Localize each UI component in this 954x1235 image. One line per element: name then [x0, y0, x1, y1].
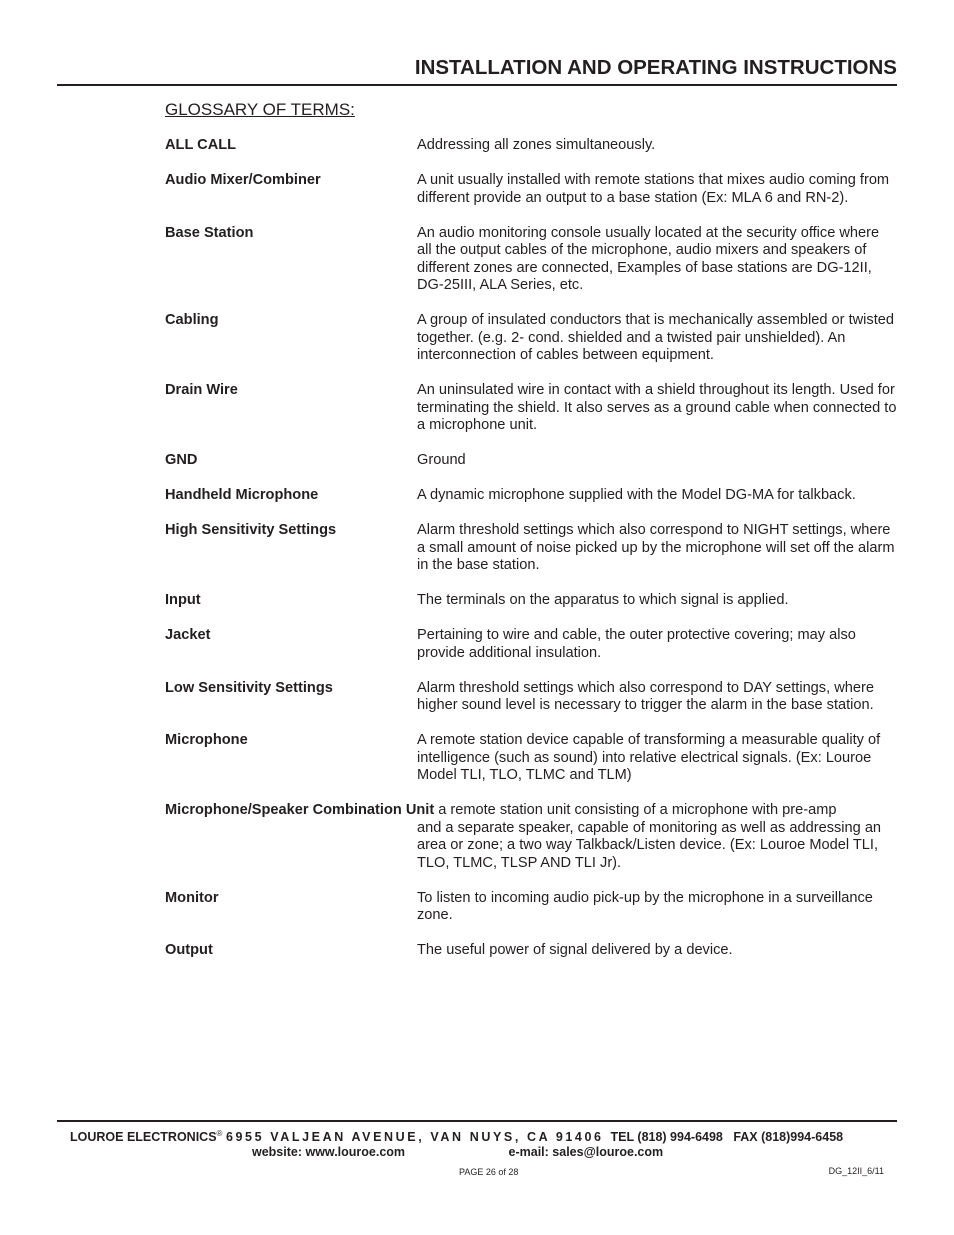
glossary-term: Low Sensitivity Settings [165, 679, 333, 696]
glossary-entry [165, 942, 900, 960]
glossary-term: Handheld Microphone [165, 487, 319, 503]
glossary-term: GND [165, 452, 198, 468]
glossary-entry [165, 487, 900, 505]
glossary-definition: To listen to incoming audio pick-up by the microphone in a surveillance zone. [417, 889, 873, 923]
glossary-term: Jacket [165, 627, 211, 643]
glossary-entry [165, 732, 900, 785]
footer-contact-line [70, 1129, 900, 1144]
email-link[interactable]: e-mail: sales@louroe.com [508, 1145, 664, 1159]
glossary-term: Monitor [165, 889, 219, 906]
glossary-entry [165, 172, 900, 207]
glossary-definition: The useful power of signal delivered by a device. [417, 942, 733, 958]
glossary-definition: An uninsulated wire in contact with a shield throughout its length. Used for terminating the shield. It also serves as a ground cable when connected to a microphone unit. [417, 382, 897, 433]
company-name: LOUROE ELECTRONICS [70, 1130, 217, 1145]
glossary-definition: Alarm threshold settings which also correspond to DAY settings, where higher sound level is necessary to trigger the alarm in the base station. [417, 679, 874, 713]
glossary-definition: Alarm threshold settings which also correspond to NIGHT settings, where a small amount of noise picked up by the microphone will set off the alarm in the base station. [417, 522, 895, 573]
header-divider [57, 84, 897, 86]
glossary-entry [165, 382, 900, 435]
glossary-definition: An audio monitoring console usually located at the security office where all the output cables of the microphone, audio mixers and speakers of different zones are connected, Examples of base stations are DG-12II, DG-25III, ALA Series, etc. [417, 224, 880, 293]
glossary-heading: GLOSSARY OF TERMS: [165, 100, 355, 119]
glossary-entry [165, 225, 900, 295]
glossary-entry [165, 627, 900, 662]
glossary-definition: Addressing all zones simultaneously. [417, 137, 656, 153]
glossary-term: Drain Wire [165, 382, 238, 398]
glossary-definition-continued: and a separate speaker, capable of monitoring as well as addressing an area or zone; a two way Talkback/Listen device. (Ex: Louroe Model TLI, TLO, TLMC, TLSP AND TLI Jr). [417, 819, 882, 871]
glossary-term: Microphone [165, 732, 248, 748]
page-title: INSTALLATION AND OPERATING INSTRUCTIONS [414, 56, 897, 79]
glossary-definition: Ground [417, 452, 466, 468]
glossary-definition: A unit usually installed with remote stations that mixes audio coming from different provide an output to a base station (Ex: MLA 6 and RN-2). [417, 172, 890, 206]
glossary-term: High Sensitivity Settings [165, 522, 337, 538]
glossary-entry [165, 802, 900, 872]
glossary-definition: A dynamic microphone supplied with the Model DG-MA for talkback. [417, 487, 856, 503]
glossary-definition: Pertaining to wire and cable, the outer protective covering; may also provide additional insulation. [417, 627, 856, 661]
glossary-term: Audio Mixer/Combiner [165, 172, 321, 188]
glossary-definition: A group of insulated conductors that is mechanically assembled or twisted together. (e.g. 2- cond. shielded and a twisted pair unshielded). An interconnection of cables between equipment. [417, 312, 894, 363]
glossary-entry [165, 137, 900, 155]
glossary-term: Input [165, 592, 201, 608]
glossary-list [165, 137, 900, 960]
footer-divider [57, 1120, 897, 1122]
glossary-entry [165, 890, 900, 925]
glossary-term: Base Station [165, 224, 254, 241]
company-address: 6955 VALJEAN AVENUE, VAN NUYS, CA 91406 [225, 1130, 604, 1145]
glossary-term: ALL CALL [165, 137, 237, 153]
document-code: DG_12II_6/11 [828, 1166, 884, 1176]
footer-web-line [252, 1145, 852, 1159]
glossary-entry [165, 312, 900, 365]
glossary-term: Microphone/Speaker Combination Unit [165, 802, 435, 818]
glossary-entry [165, 680, 900, 715]
registered-mark: ® [216, 1129, 223, 1138]
glossary-definition: a remote station unit consisting of a microphone with pre-amp [438, 802, 837, 818]
glossary-entry [165, 592, 900, 610]
glossary-definition: A remote station device capable of transforming a measurable quality of intelligence (such as sound) into relative electrical signals. (Ex: Louroe Model TLI, TLO, TLMC and TLM) [417, 732, 881, 783]
glossary-entry [165, 522, 900, 575]
glossary-term: Output [165, 942, 213, 958]
page-number: PAGE 26 of 28 [459, 1167, 519, 1177]
company-fax: FAX (818)994-6458 [733, 1130, 844, 1145]
company-phone: TEL (818) 994-6498 [610, 1130, 723, 1145]
website-link[interactable]: website: www.louroe.com [252, 1145, 406, 1159]
glossary-entry [165, 452, 900, 470]
glossary-term: Cabling [165, 312, 219, 328]
glossary-definition: The terminals on the apparatus to which signal is applied. [417, 592, 789, 608]
